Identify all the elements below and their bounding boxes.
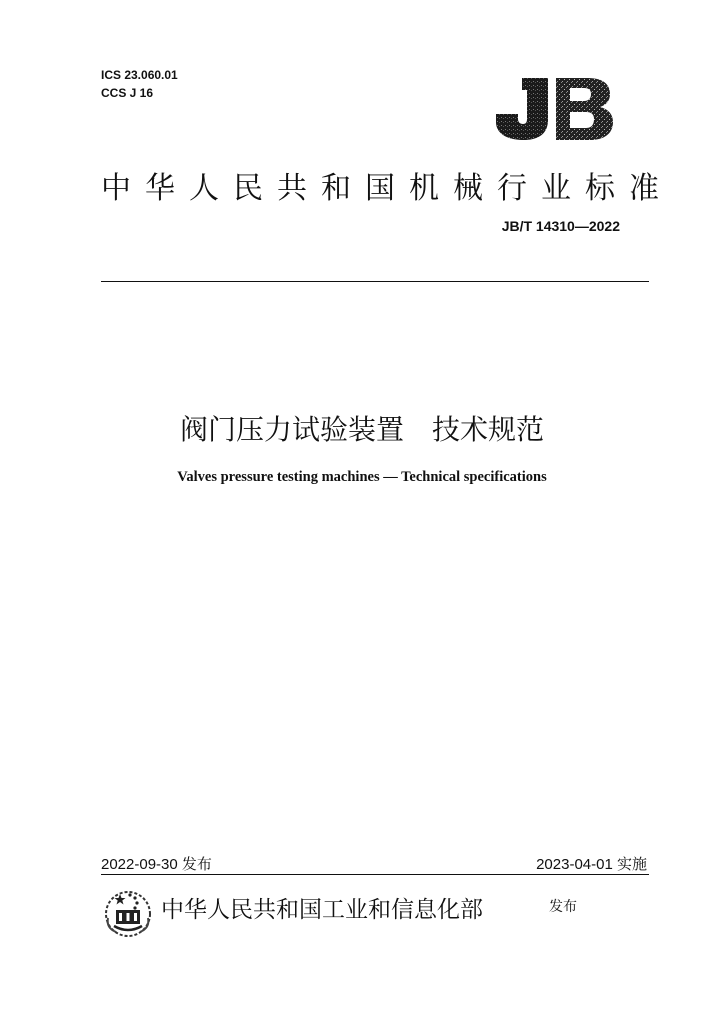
issuing-authority: 中华人民共和国工业和信息化部 bbox=[161, 897, 483, 923]
issuing-authority-suffix: 发布 bbox=[549, 899, 577, 915]
issue-date: 2022-09-30 发布 bbox=[101, 856, 212, 873]
document-title-en: Valves pressure testing machines — Technical specifications bbox=[177, 469, 547, 485]
ccs-code: CCS J 16 bbox=[101, 86, 154, 100]
jb-logo bbox=[492, 76, 616, 142]
document-title-cn: 阀门压力试验装置 技术规范 bbox=[179, 413, 544, 446]
standard-category: 中华人民共和国机械行业标准 bbox=[101, 171, 673, 206]
header-divider bbox=[101, 281, 649, 282]
ics-code: ICS 23.060.01 bbox=[101, 68, 178, 82]
classification-codes bbox=[101, 66, 178, 102]
footer-divider bbox=[101, 874, 649, 875]
standard-number: JB/T 14310—2022 bbox=[501, 218, 620, 234]
national-emblem-icon bbox=[100, 888, 156, 940]
implementation-date: 2023-04-01 实施 bbox=[536, 856, 647, 873]
